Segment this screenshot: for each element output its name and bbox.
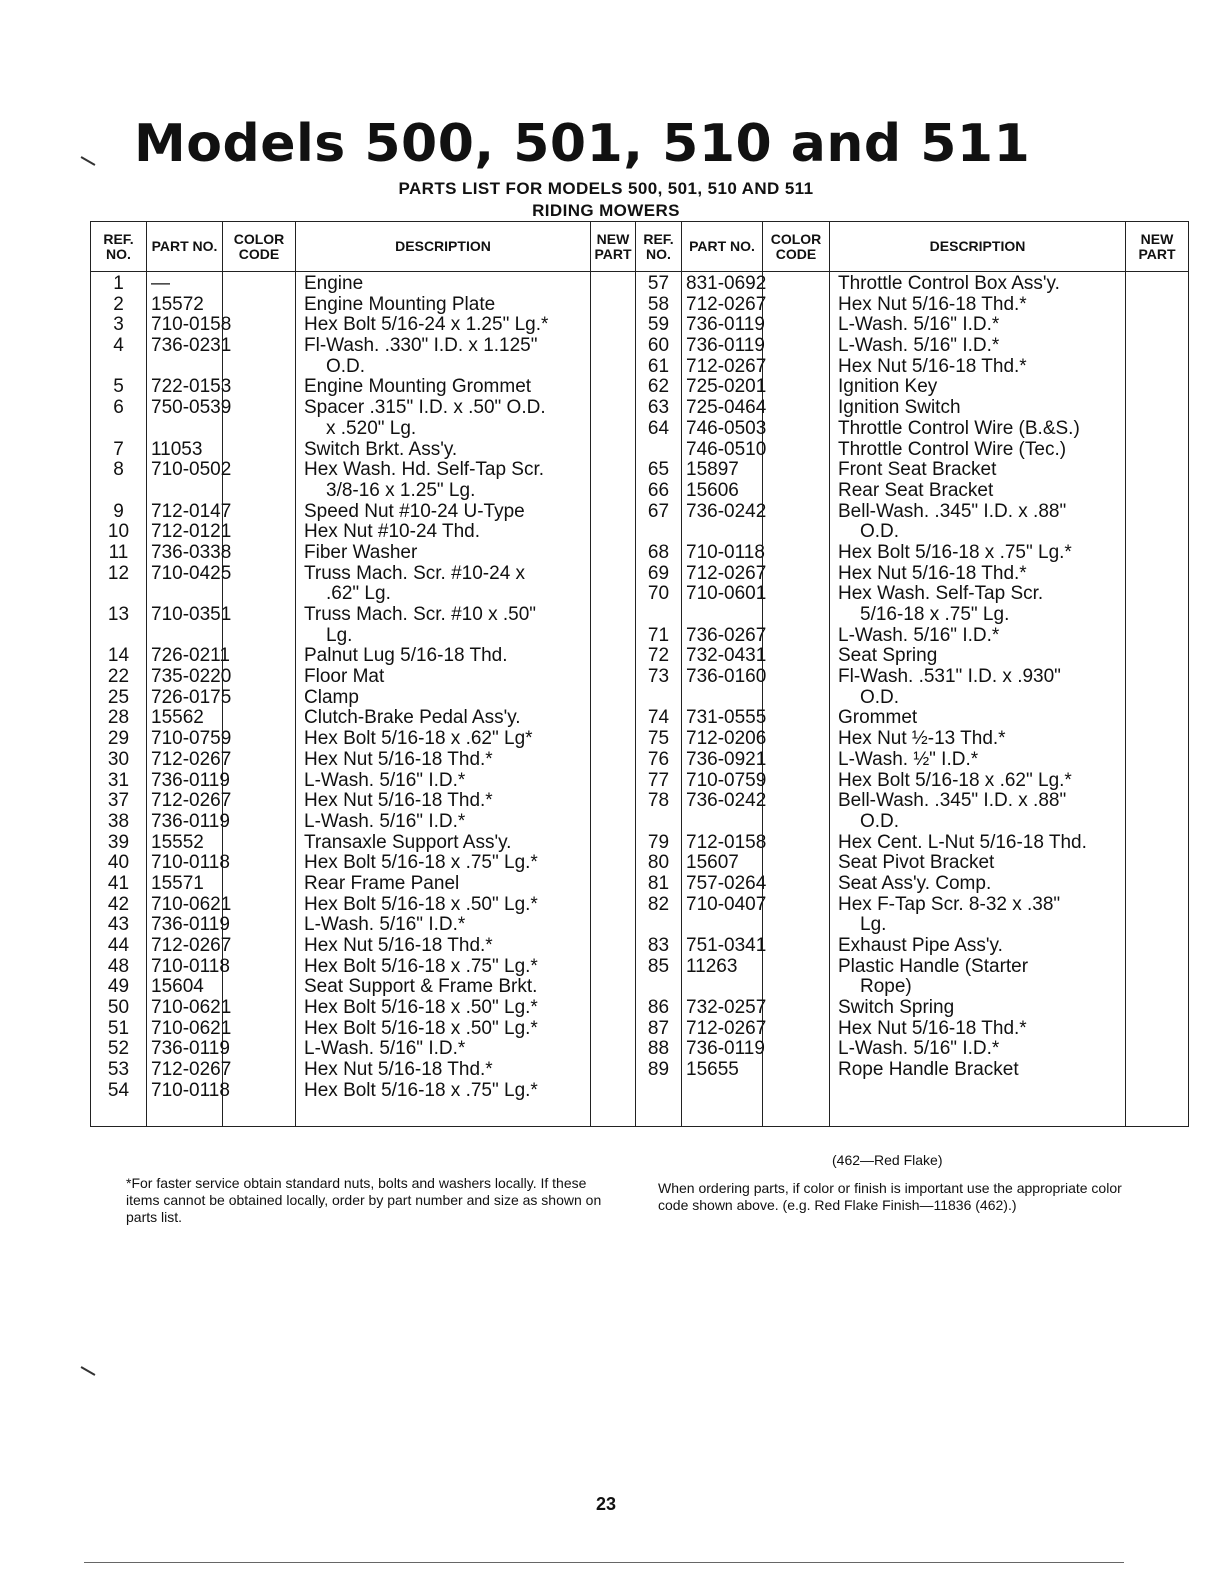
part-description: Speed Nut #10-24 U-Type: [304, 500, 525, 522]
right-ref-column: [636, 272, 682, 1127]
ref-number: [91, 584, 146, 605]
part-description: L-Wash. 5/16" I.D.*: [838, 624, 1000, 646]
header-new-part: NEW PART: [1126, 222, 1189, 272]
part-description: 5/16-18 x .75" Lg.: [860, 604, 1010, 625]
part-number: 736-0242: [686, 500, 767, 522]
part-description: Clutch-Brake Pedal Ass'y.: [304, 707, 521, 729]
ref-number: 77: [647, 769, 670, 791]
part-description: L-Wash. 5/16" I.D.*: [304, 1038, 466, 1060]
ref-number: 43: [107, 914, 130, 936]
part-number: 712-0267: [686, 562, 767, 584]
parts-table: [90, 221, 1189, 1127]
ref-number: 11: [108, 541, 129, 563]
part-description: Bell-Wash. .345" I.D. x .88": [838, 790, 1067, 812]
ref-number: 40: [107, 852, 130, 874]
part-number: 11053: [151, 438, 203, 460]
ref-number: 89: [647, 1059, 670, 1081]
part-number: 710-0425: [151, 562, 232, 584]
part-number: 712-0267: [686, 355, 767, 377]
part-description: Hex Bolt 5/16-18 x .62" Lg*: [304, 728, 533, 750]
part-number: 710-0601: [686, 583, 767, 605]
part-description: Spacer .315" I.D. x .50" O.D.: [304, 397, 546, 419]
part-number: 712-0147: [151, 500, 232, 522]
part-description: Clamp: [304, 686, 359, 708]
part-number: 710-0118: [151, 852, 230, 874]
header-ref-no: REF. NO.: [636, 222, 682, 272]
header-part-no: PART NO.: [682, 222, 763, 272]
part-number: 710-0621: [151, 1017, 232, 1039]
part-description: Truss Mach. Scr. #10-24 x: [304, 562, 526, 584]
ref-number: 61: [647, 355, 670, 377]
ref-number: 73: [647, 666, 670, 688]
part-number: 710-0759: [686, 769, 767, 791]
ref-number: 74: [647, 707, 670, 729]
part-number: 736-0119: [151, 1038, 230, 1060]
header-part-no: PART NO.: [147, 222, 223, 272]
part-description: Engine: [304, 273, 364, 294]
part-number: [147, 584, 222, 605]
part-number: 725-0201: [686, 376, 767, 398]
ref-number: 68: [647, 541, 670, 563]
part-description: .62" Lg.: [326, 583, 391, 605]
part-number: [147, 481, 222, 502]
page-title: Models 500, 501, 510 and 511: [134, 114, 1031, 174]
part-description: Seat Support & Frame Brkt.: [304, 976, 538, 998]
header-color-code: COLOR CODE: [763, 222, 830, 272]
left-description-column: [296, 272, 591, 1127]
part-description: Floor Mat: [304, 666, 385, 688]
part-number: 15604: [151, 976, 204, 998]
part-number: 15562: [151, 707, 204, 729]
header-description: DESCRIPTION: [830, 222, 1126, 272]
part-number: 725-0464: [686, 397, 767, 419]
part-number: 736-0338: [151, 541, 232, 563]
part-number: [682, 522, 762, 543]
part-description: Switch Brkt. Ass'y.: [304, 438, 458, 460]
ref-number: 85: [647, 955, 670, 977]
ref-number: 6: [113, 397, 124, 419]
ref-number: 57: [647, 273, 670, 294]
ref-number: [636, 688, 681, 709]
ref-number: 10: [107, 521, 130, 543]
ref-number: 14: [107, 645, 130, 667]
part-number: 15606: [686, 479, 739, 501]
part-number: [147, 419, 222, 440]
ref-number: [636, 605, 681, 626]
part-number: 710-0407: [686, 893, 767, 915]
part-number: 735-0220: [151, 666, 232, 688]
part-number: 736-0119: [686, 1038, 765, 1060]
header-description: DESCRIPTION: [296, 222, 591, 272]
ref-number: 86: [647, 997, 670, 1019]
part-description: Rear Seat Bracket: [838, 479, 994, 501]
ref-number: 25: [107, 686, 130, 708]
scan-mark: [81, 1366, 96, 1376]
ref-number: 38: [107, 810, 130, 832]
ref-number: 29: [107, 728, 130, 750]
part-description: Hex Bolt 5/16-18 x .75" Lg.*: [838, 541, 1072, 563]
part-description: L-Wash. 5/16" I.D.*: [838, 1038, 1000, 1060]
part-description: Rope): [860, 976, 912, 998]
right-part-column: [682, 272, 767, 1127]
part-number: 712-0267: [686, 1017, 767, 1039]
right-new-part-column: [1126, 272, 1189, 1127]
ref-number: 66: [647, 479, 670, 501]
scan-mark: [81, 156, 96, 166]
ref-number: 52: [107, 1038, 130, 1060]
part-number: 731-0555: [686, 707, 767, 729]
part-description: Hex Nut #10-24 Thd.: [304, 521, 481, 543]
part-number: 712-0267: [151, 790, 232, 812]
part-description: Lg.: [860, 914, 887, 936]
part-description: Hex Bolt 5/16-18 x .50" Lg.*: [304, 1017, 538, 1039]
ref-number: 70: [647, 583, 670, 605]
part-number: 726-0211: [151, 645, 230, 667]
part-number: [682, 977, 762, 998]
ref-number: [91, 626, 146, 647]
part-description: Hex Nut 5/16-18 Thd.*: [304, 935, 493, 956]
ref-number: [91, 481, 146, 502]
part-number: 712-0158: [686, 831, 767, 853]
ref-number: 65: [647, 459, 670, 481]
left-part-column: [147, 272, 232, 1127]
part-description: Hex Bolt 5/16-18 x .75" Lg.*: [304, 852, 538, 874]
part-description: Truss Mach. Scr. #10 x .50": [304, 604, 537, 625]
part-number: 712-0121: [151, 521, 232, 543]
part-description: Hex Nut ½-13 Thd.*: [838, 728, 1006, 750]
part-number: 712-0267: [686, 293, 767, 315]
part-number: 751-0341: [686, 935, 767, 956]
ref-number: [91, 357, 146, 378]
ref-number: [636, 522, 681, 543]
part-description: Seat Ass'y. Comp.: [838, 872, 992, 894]
ref-number: 59: [647, 314, 670, 336]
left-ref-column: [91, 272, 147, 1127]
ref-number: 50: [107, 997, 130, 1019]
part-number: 15572: [151, 293, 204, 315]
part-description: L-Wash. 5/16" I.D.*: [304, 810, 466, 832]
parts-list-heading: PARTS LIST FOR MODELS 500, 501, 510 AND 511: [398, 179, 814, 198]
ref-number: 87: [647, 1017, 670, 1039]
part-description: Hex Bolt 5/16-18 x .50" Lg.*: [304, 997, 538, 1019]
ref-number: 83: [647, 935, 670, 956]
part-number: 831-0692: [686, 273, 767, 294]
part-number: 736-0267: [686, 624, 767, 646]
ref-number: [636, 915, 681, 936]
part-description: Throttle Control Wire (B.&S.): [838, 417, 1080, 439]
ref-number: 30: [107, 748, 130, 770]
ref-number: [91, 419, 146, 440]
left-new-part-column: [591, 272, 636, 1127]
ref-number: 49: [107, 976, 130, 998]
part-number: 710-0621: [151, 893, 232, 915]
ref-number: 48: [107, 955, 130, 977]
part-description: Seat Pivot Bracket: [838, 852, 995, 874]
part-number: 712-0206: [686, 728, 767, 750]
part-number: [147, 357, 222, 378]
header-new-part: NEW PART: [591, 222, 636, 272]
ref-number: 64: [647, 417, 670, 439]
ref-number: 37: [107, 790, 130, 812]
part-description: Hex F-Tap Scr. 8-32 x .38": [838, 893, 1061, 915]
part-description: Switch Spring: [838, 997, 955, 1019]
left-color-column: [223, 272, 296, 1127]
part-number: 15607: [686, 852, 739, 874]
right-description-column: [830, 272, 1126, 1127]
ref-number: 28: [107, 707, 130, 729]
ref-number: 62: [647, 376, 670, 398]
ref-number: 53: [107, 1059, 130, 1081]
ref-number: 51: [107, 1017, 130, 1039]
part-number: 15571: [151, 872, 204, 894]
ref-number: 2: [113, 293, 124, 315]
ref-number: 81: [647, 872, 670, 894]
ref-number: 42: [107, 893, 130, 915]
part-description: Hex Wash. Hd. Self-Tap Scr.: [304, 459, 545, 481]
part-number: 746-0510: [686, 438, 767, 460]
part-description: Front Seat Bracket: [838, 459, 997, 481]
ref-number: 31: [107, 769, 130, 791]
part-description: Hex Wash. Self-Tap Scr.: [838, 583, 1044, 605]
footnote-color-ordering: When ordering parts, if color or finish is important use the appropriate color code shown above. (e.g. Red Flake Finish—11836 (462).): [658, 1180, 1122, 1213]
ref-number: 13: [107, 604, 130, 625]
part-number: 15897: [686, 459, 739, 481]
part-description: Engine Mounting Grommet: [304, 376, 532, 398]
part-number: 736-0119: [686, 335, 765, 357]
ref-number: 63: [647, 397, 670, 419]
part-number: 722-0153: [151, 376, 232, 398]
part-description: Ignition Switch: [838, 397, 961, 419]
part-number: 736-0119: [151, 769, 230, 791]
ref-number: 88: [647, 1038, 670, 1060]
part-number: 732-0431: [686, 645, 767, 667]
part-description: Rope Handle Bracket: [838, 1059, 1019, 1081]
part-number: 712-0267: [151, 748, 232, 770]
part-number: 736-0242: [686, 790, 767, 812]
page-number: 23: [595, 1494, 617, 1514]
part-description: Hex Bolt 5/16-18 x .75" Lg.*: [304, 955, 538, 977]
part-number: [682, 812, 762, 833]
part-number: 710-0118: [151, 1079, 230, 1101]
ref-number: 79: [647, 831, 670, 853]
ref-number: 54: [107, 1079, 130, 1101]
part-description: L-Wash. 5/16" I.D.*: [838, 335, 1000, 357]
part-description: Throttle Control Box Ass'y.: [838, 273, 1060, 294]
part-number: 15552: [151, 831, 204, 853]
part-description: O.D.: [860, 810, 900, 832]
ref-number: [636, 440, 681, 461]
part-description: Hex Nut 5/16-18 Thd.*: [304, 748, 493, 770]
part-description: Hex Nut 5/16-18 Thd.*: [304, 790, 493, 812]
part-number: 710-0621: [151, 997, 232, 1019]
ref-number: 39: [107, 831, 130, 853]
ref-number: 44: [107, 935, 130, 956]
part-description: Hex Nut 5/16-18 Thd.*: [838, 1017, 1027, 1039]
part-number: 736-0921: [686, 748, 767, 770]
ref-number: 76: [647, 748, 670, 770]
part-number: 726-0175: [151, 686, 232, 708]
part-description: Ignition Key: [838, 376, 938, 398]
part-description: 3/8-16 x 1.25" Lg.: [326, 479, 476, 501]
ref-number: 4: [113, 335, 124, 357]
part-description: L-Wash. 5/16" I.D.*: [838, 314, 1000, 336]
part-number: 710-0158: [151, 314, 232, 336]
part-number: 746-0503: [686, 417, 767, 439]
ref-number: 78: [647, 790, 670, 812]
part-description: Fiber Washer: [304, 541, 418, 563]
part-description: L-Wash. ½" I.D.*: [838, 748, 979, 770]
ref-number: 3: [113, 314, 124, 336]
part-number: 710-0351: [151, 604, 232, 625]
ref-number: 22: [107, 666, 130, 688]
part-number: 710-0118: [686, 541, 765, 563]
ref-number: 12: [107, 562, 130, 584]
ref-number: 72: [647, 645, 670, 667]
part-description: Hex Bolt 5/16-18 x .50" Lg.*: [304, 893, 538, 915]
header-ref-no: REF. NO.: [91, 222, 147, 272]
part-number: 736-0160: [686, 666, 767, 688]
part-description: O.D.: [326, 355, 366, 377]
part-number: 736-0119: [151, 810, 230, 832]
part-description: Hex Cent. L-Nut 5/16-18 Thd.: [838, 831, 1087, 853]
ref-number: 8: [113, 459, 124, 481]
part-number: 736-0231: [151, 335, 232, 357]
part-description: L-Wash. 5/16" I.D.*: [304, 914, 466, 936]
part-number: 732-0257: [686, 997, 767, 1019]
part-description: Hex Nut 5/16-18 Thd.*: [304, 1059, 493, 1081]
part-number: 710-0118: [151, 955, 230, 977]
part-description: Exhaust Pipe Ass'y.: [838, 935, 1003, 956]
ref-number: 71: [647, 624, 670, 646]
ref-number: 5: [113, 376, 124, 398]
part-description: Seat Spring: [838, 645, 938, 667]
color-code-note: (462—Red Flake): [832, 1152, 943, 1168]
part-number: —: [151, 273, 170, 294]
header-color-code: COLOR CODE: [223, 222, 296, 272]
part-description: Lg.: [326, 624, 353, 646]
footnote-standard-hardware: *For faster service obtain standard nuts, bolts and washers locally. If these items cannot be obtained locally, order by part number and size as shown on parts list.: [126, 1175, 602, 1225]
part-description: Hex Bolt 5/16-24 x 1.25" Lg.*: [304, 314, 549, 336]
part-description: Throttle Control Wire (Tec.): [838, 438, 1067, 460]
part-description: Transaxle Support Ass'y.: [304, 831, 512, 853]
ref-number: [636, 977, 681, 998]
part-number: 736-0119: [151, 914, 230, 936]
part-number: [682, 605, 762, 626]
ref-number: 41: [107, 872, 130, 894]
part-number: 757-0264: [686, 872, 767, 894]
part-number: 750-0539: [151, 397, 232, 419]
part-description: Palnut Lug 5/16-18 Thd.: [304, 645, 508, 667]
part-number: [682, 915, 762, 936]
part-description: L-Wash. 5/16" I.D.*: [304, 769, 466, 791]
ref-number: 75: [647, 728, 670, 750]
bottom-rule: [84, 1562, 1124, 1563]
ref-number: 67: [647, 500, 670, 522]
part-number: [682, 688, 762, 709]
part-number: [147, 626, 222, 647]
part-description: Engine Mounting Plate: [304, 293, 496, 315]
ref-number: [636, 812, 681, 833]
part-description: Hex Bolt 5/16-18 x .62" Lg.*: [838, 769, 1072, 791]
part-description: x .520" Lg.: [326, 417, 417, 439]
part-description: Hex Nut 5/16-18 Thd.*: [838, 562, 1027, 584]
part-description: Bell-Wash. .345" I.D. x .88": [838, 500, 1067, 522]
part-description: Hex Nut 5/16-18 Thd.*: [838, 293, 1027, 315]
part-description: O.D.: [860, 686, 900, 708]
part-number: 11263: [686, 955, 738, 977]
ref-number: 80: [647, 852, 670, 874]
ref-number: 60: [647, 335, 670, 357]
part-description: Hex Nut 5/16-18 Thd.*: [838, 355, 1027, 377]
parts-list-subheading: RIDING MOWERS: [532, 201, 680, 220]
ref-number: 58: [647, 293, 670, 315]
part-description: Hex Bolt 5/16-18 x .75" Lg.*: [304, 1079, 538, 1101]
part-number: 712-0267: [151, 1059, 232, 1081]
part-number: 712-0267: [151, 935, 232, 956]
right-color-column: [763, 272, 830, 1127]
ref-number: 9: [113, 500, 124, 522]
part-description: Grommet: [838, 707, 918, 729]
part-number: 15655: [686, 1059, 739, 1081]
part-number: 710-0759: [151, 728, 232, 750]
part-description: Rear Frame Panel: [304, 872, 460, 894]
part-number: 736-0119: [686, 314, 765, 336]
ref-number: 82: [647, 893, 670, 915]
part-description: Fl-Wash. .330" I.D. x 1.125": [304, 335, 538, 357]
part-number: 710-0502: [151, 459, 232, 481]
ref-number: 7: [113, 438, 124, 460]
part-description: O.D.: [860, 521, 900, 543]
ref-number: 1: [113, 273, 124, 294]
ref-number: 69: [647, 562, 670, 584]
part-description: Plastic Handle (Starter: [838, 955, 1029, 977]
part-description: Fl-Wash. .531" I.D. x .930": [838, 666, 1061, 688]
